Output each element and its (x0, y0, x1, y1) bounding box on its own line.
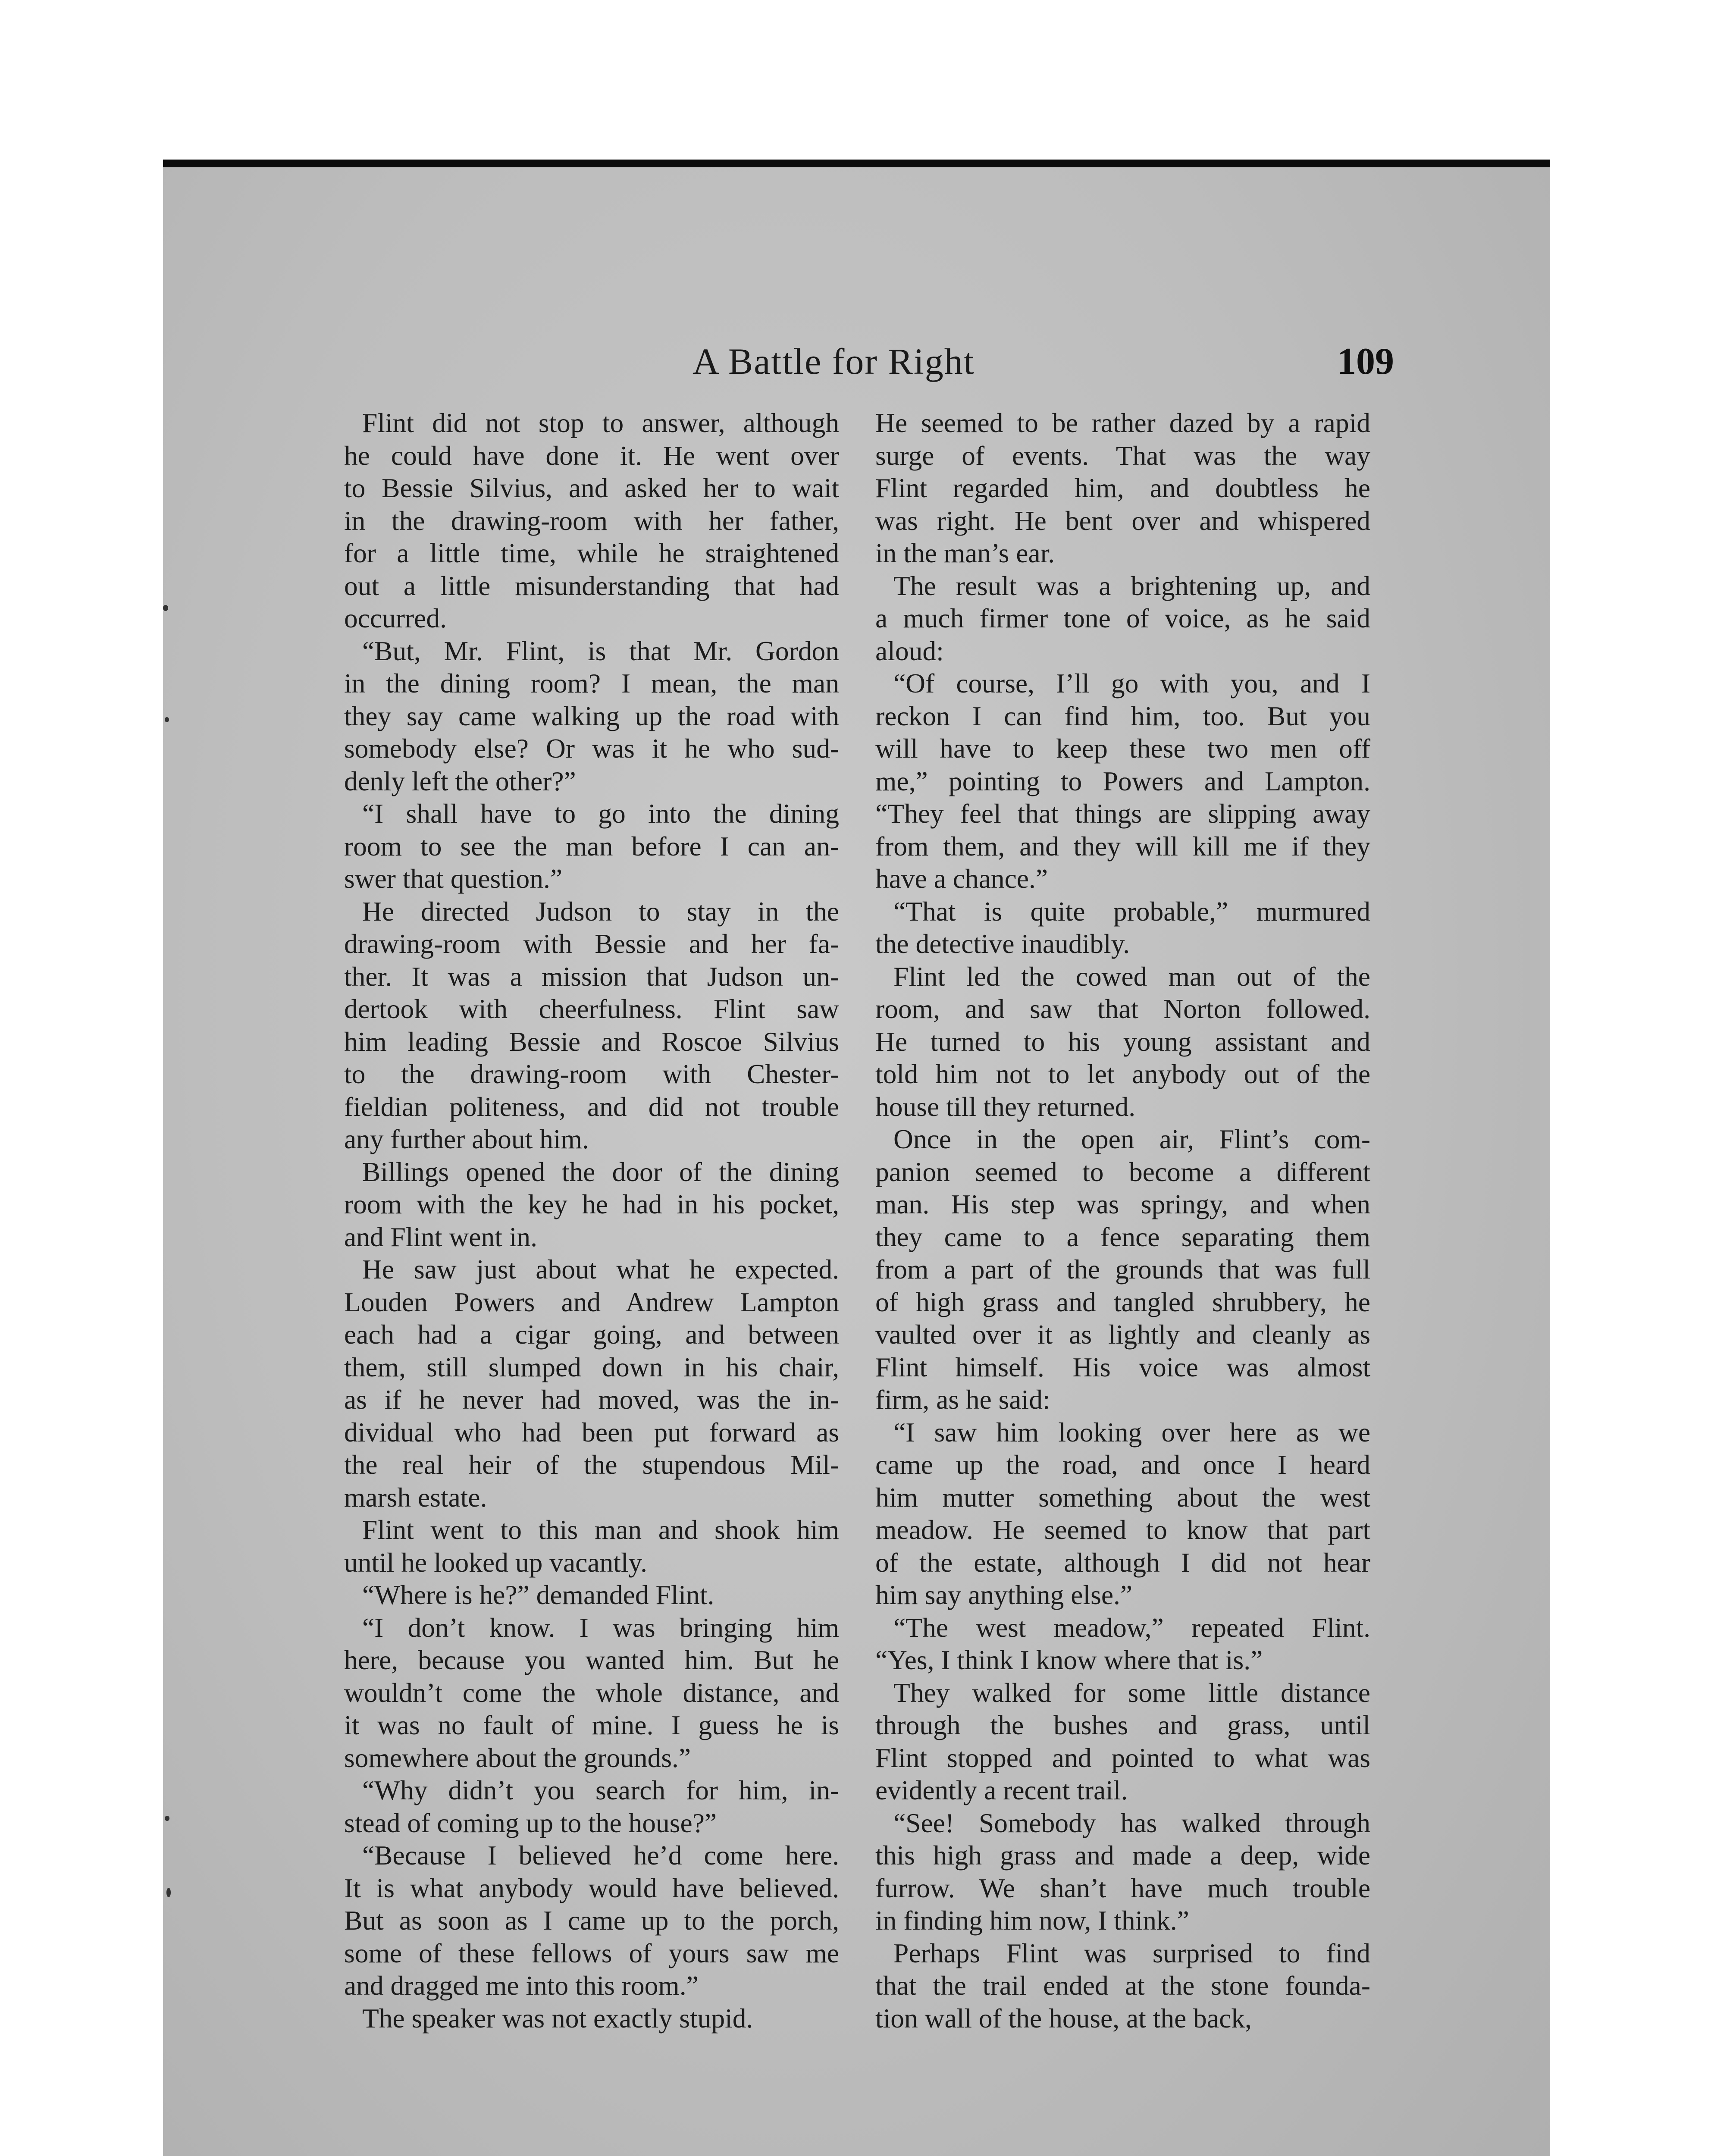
text-line: in the drawing-room with her father, (344, 505, 839, 536)
text-line: dividual who had been put forward as (344, 1416, 839, 1448)
text-line: “Yes, I think I know where that is.” (875, 1645, 1263, 1675)
text-line: somewhere about the grounds.” (344, 1742, 691, 1773)
left-text-column (344, 407, 839, 2034)
text-line: of the estate, although I did not hear (875, 1547, 1370, 1578)
text-line: any further about him. (344, 1124, 589, 1154)
text-line: Flint did not stop to answer, although (362, 407, 839, 438)
text-line: ther. It was a mission that Judson un- (344, 961, 839, 992)
text-line: “Of course, I’ll go with you, and I (893, 668, 1370, 699)
text-line: Flint went to this man and shook him (362, 1514, 839, 1545)
text-line: “I shall have to go into the dining (362, 798, 839, 829)
text-line: they came to a fence separating them (875, 1221, 1370, 1252)
text-line: out a little misunderstanding that had (344, 570, 839, 601)
text-line: it was no fault of mine. I guess he is (344, 1710, 839, 1740)
text-line: wouldn’t come the whole distance, and (344, 1677, 839, 1708)
text-line: as if he never had moved, was the in- (344, 1384, 839, 1415)
text-line: reckon I can find him, too. But you (875, 700, 1370, 731)
text-line: for a little time, while he straightened (344, 538, 839, 568)
text-line: in finding him now, I think.” (875, 1905, 1189, 1936)
page-number: 109 (1337, 341, 1394, 382)
text-line: “See! Somebody has walked through (893, 1807, 1370, 1838)
text-line: meadow. He seemed to know that part (875, 1514, 1370, 1545)
text-line: them, still slumped down in his chair, (344, 1351, 839, 1382)
text-line: evidently a recent trail. (875, 1775, 1128, 1805)
text-line: room, and saw that Norton followed. (875, 993, 1370, 1024)
text-line: tion wall of the house, at the back, (875, 2002, 1252, 2034)
text-line: some of these fellows of yours saw me (344, 1937, 839, 1968)
page-header (163, 340, 1550, 387)
text-line: “I don’t know. I was bringing him (362, 1612, 839, 1643)
text-line: here, because you wanted him. But he (344, 1645, 839, 1675)
text-line: of high grass and tangled shrubbery, he (875, 1286, 1370, 1317)
text-line: a much firmer tone of voice, as he said (875, 603, 1370, 633)
text-line: Billings opened the door of the dining (362, 1156, 839, 1187)
text-line: He seemed to be rather dazed by a rapid (875, 407, 1370, 438)
text-line: Flint stopped and pointed to what was (875, 1742, 1370, 1773)
text-line: “The west meadow,” repeated Flint. (893, 1612, 1370, 1643)
text-line: each had a cigar going, and between (344, 1319, 839, 1350)
text-line: in the man’s ear. (875, 538, 1055, 568)
text-line: that the trail ended at the stone founda- (875, 1970, 1370, 2001)
text-line: house till they returned. (875, 1091, 1136, 1122)
text-line: was right. He bent over and whispered (875, 505, 1370, 536)
text-line: they say came walking up the road with (344, 700, 839, 731)
text-line: Once in the open air, Flint’s com- (893, 1124, 1370, 1154)
text-line: stead of coming up to the house?” (344, 1807, 717, 1838)
text-line: the real heir of the stupendous Mil- (344, 1449, 839, 1480)
text-line: until he looked up vacantly. (344, 1547, 648, 1578)
text-line: “I saw him looking over here as we (893, 1416, 1370, 1448)
text-line: aloud: (875, 635, 944, 666)
book-page (163, 167, 1550, 2156)
text-line: It is what anybody would have believed. (344, 1872, 839, 1903)
text-line: “Because I believed he’d come here. (362, 1840, 839, 1871)
text-line: and Flint went in. (344, 1221, 538, 1252)
text-line: “Why didn’t you search for him, in- (362, 1775, 839, 1805)
text-line: The speaker was not exactly stupid. (362, 2002, 753, 2034)
text-line: panion seemed to become a different (875, 1156, 1370, 1187)
text-line: in the dining room? I mean, the man (344, 668, 839, 699)
text-line: dertook with cheerfulness. Flint saw (344, 993, 839, 1024)
text-line: Perhaps Flint was surprised to find (893, 1937, 1370, 1968)
text-line: Louden Powers and Andrew Lampton (344, 1286, 839, 1317)
text-line: through the bushes and grass, until (875, 1710, 1370, 1740)
text-line: “But, Mr. Flint, is that Mr. Gordon (362, 635, 839, 666)
text-line: him mutter something about the west (875, 1482, 1370, 1513)
text-line: vaulted over it as lightly and cleanly as (875, 1319, 1370, 1350)
text-line: The result was a brightening up, and (893, 570, 1370, 601)
text-line: the detective inaudibly. (875, 928, 1130, 959)
text-line: marsh estate. (344, 1482, 487, 1513)
text-line: They walked for some little distance (893, 1677, 1370, 1708)
text-line: will have to keep these two men off (875, 733, 1370, 764)
text-line: He saw just about what he expected. (362, 1254, 839, 1285)
text-line: man. His step was springy, and when (875, 1189, 1370, 1219)
text-line: fieldian politeness, and did not trouble (344, 1091, 839, 1122)
text-line: him leading Bessie and Roscoe Silvius (344, 1026, 839, 1057)
text-line: surge of events. That was the way (875, 440, 1370, 471)
text-line: “Where is he?” demanded Flint. (362, 1579, 714, 1610)
text-line: But as soon as I came up to the porch, (344, 1905, 839, 1936)
text-line: from them, and they will kill me if they (875, 830, 1370, 862)
text-line: Flint led the cowed man out of the (893, 961, 1370, 992)
text-line: He turned to his young assistant and (875, 1026, 1370, 1057)
text-line: to the drawing-room with Chester- (344, 1059, 839, 1089)
text-line: this high grass and made a deep, wide (875, 1840, 1370, 1871)
text-line: he could have done it. He went over (344, 440, 839, 471)
text-line: have a chance.” (875, 863, 1048, 894)
text-line: and dragged me into this room.” (344, 1970, 699, 2001)
text-line: furrow. We shan’t have much trouble (875, 1872, 1370, 1903)
text-line: “That is quite probable,” murmured (893, 896, 1370, 927)
text-line: Flint regarded him, and doubtless he (875, 473, 1370, 503)
right-text-column (875, 407, 1370, 2034)
text-line: “They feel that things are slipping away (875, 798, 1370, 829)
text-line: Flint himself. His voice was almost (875, 1351, 1370, 1382)
text-line: swer that question.” (344, 863, 563, 894)
text-line: to Bessie Silvius, and asked her to wait (344, 473, 839, 503)
text-line: room to see the man before I can an- (344, 830, 839, 862)
text-line: came up the road, and once I heard (875, 1449, 1370, 1480)
text-line: me,” pointing to Powers and Lampton. (875, 765, 1370, 796)
text-line: drawing-room with Bessie and her fa- (344, 928, 839, 959)
text-line: He directed Judson to stay in the (362, 896, 839, 927)
text-line: room with the key he had in his pocket, (344, 1189, 839, 1219)
text-line: somebody else? Or was it he who sud- (344, 733, 839, 764)
running-title: A Battle for Right (693, 341, 975, 382)
text-line: him say anything else.” (875, 1579, 1133, 1610)
text-line: told him not to let anybody out of the (875, 1059, 1370, 1089)
text-line: occurred. (344, 603, 447, 633)
text-line: firm, as he said: (875, 1384, 1050, 1415)
text-line: denly left the other?” (344, 765, 576, 796)
text-line: from a part of the grounds that was full (875, 1254, 1370, 1285)
